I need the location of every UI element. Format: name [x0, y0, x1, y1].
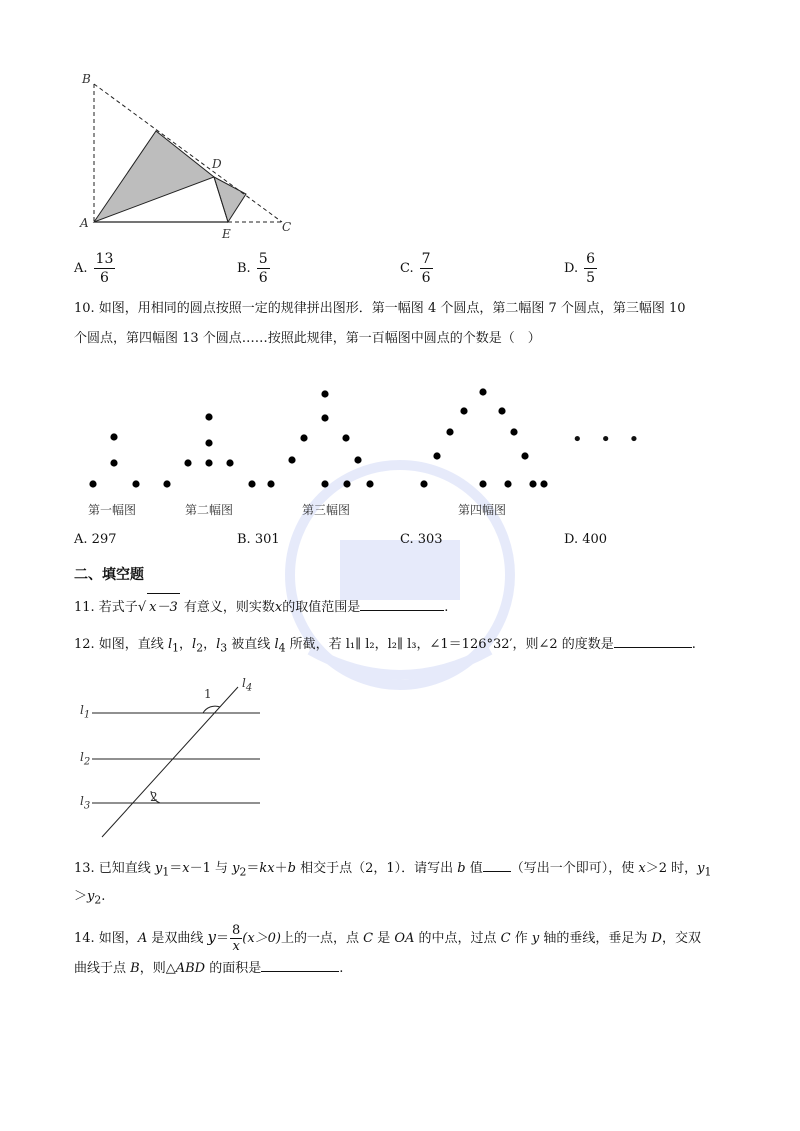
- section-title-fill-in: 二、填空题: [74, 567, 144, 583]
- q10-fig4-label: 第四幅图: [458, 503, 507, 517]
- line-l4-label: $l_4$: [242, 676, 253, 694]
- q10-ellipsis: • • •: [572, 429, 646, 450]
- q12-answer-blank: [614, 633, 692, 648]
- point-label-e: E: [222, 227, 231, 241]
- point-label-b: B: [82, 72, 91, 86]
- q10-dot-pattern: [70, 380, 640, 495]
- point-label-c: C: [282, 220, 292, 234]
- point-label-a: A: [80, 216, 89, 230]
- line-l3-label: $l_3$: [80, 794, 91, 812]
- q10-fig2-label: 第二幅图: [185, 503, 234, 517]
- q12-text: 12. 如图，直线 $l_1$，$l_2$，$l_3$ 被直线 $l_4$ 所截，若 l₁∥ l₂，l₂∥ l₃，∠1＝126°32′，则∠2 的度数是 .: [74, 631, 734, 663]
- q14-text-line1: 14. 如图，A 是双曲线 y＝ $\frac{8}{x}$ (x＞0)上的一点，点 C 是 OA 的中点，过点 C 作 y 轴的垂线，垂足为 D，交双: [74, 923, 701, 954]
- line-l1-label: $l_1$: [80, 703, 91, 721]
- q10-option-a: A. 297: [74, 532, 117, 547]
- q10-fig1-label: 第一幅图: [88, 503, 137, 517]
- q9-option-c: C. $\frac{7}{6}$: [400, 251, 431, 286]
- q13-text-line1: 13. 已知直线 $y_1=x-1$ 与 $y_2=kx+b$ 相交于点（2，1）．请写出 b 值 （写出一个即可），使 x＞2 时，$y_1$: [74, 855, 734, 887]
- q9-triangle-figure: [70, 70, 300, 240]
- q10-option-c: C. 303: [400, 532, 443, 547]
- q10-text-line1: 10. 如图，用相同的圆点按照一定的规律拼出图形．第一幅图 4 个圆点，第二幅图 7 个圆点，第三幅图 10: [74, 301, 686, 316]
- angle-1-label: 1: [204, 687, 212, 701]
- angle-2-label: 2: [150, 790, 158, 804]
- q11-answer-blank: [360, 596, 444, 611]
- q14-text-line2: 曲线于点 B，则△ABD 的面积是 .: [74, 955, 734, 983]
- q10-fig3-label: 第三幅图: [302, 503, 351, 517]
- q11-text: 11. 若式子√ x－3 有意义，则实数x的取值范围是 .: [74, 593, 734, 622]
- q9-option-d: D. $\frac{6}{5}$: [564, 251, 596, 286]
- q10-option-d: D. 400: [564, 532, 608, 547]
- q13-answer-blank: [483, 857, 511, 872]
- q13-text-line2: $>y_2$.: [74, 889, 106, 907]
- q9-option-a: A. $\frac{13}{6}$: [74, 251, 114, 286]
- point-label-d: D: [212, 157, 222, 171]
- line-l2-label: $l_2$: [80, 750, 91, 768]
- q9-option-b: B. $\frac{5}{6}$: [237, 251, 268, 286]
- q10-option-b: B. 301: [237, 532, 280, 547]
- q14-answer-blank: [261, 957, 339, 972]
- q10-text-line2: 个圆点，第四幅图 13 个圆点……按照此规律，第一百幅图中圆点的个数是（ ）: [74, 331, 541, 346]
- q12-parallel-lines-figure: [70, 675, 270, 845]
